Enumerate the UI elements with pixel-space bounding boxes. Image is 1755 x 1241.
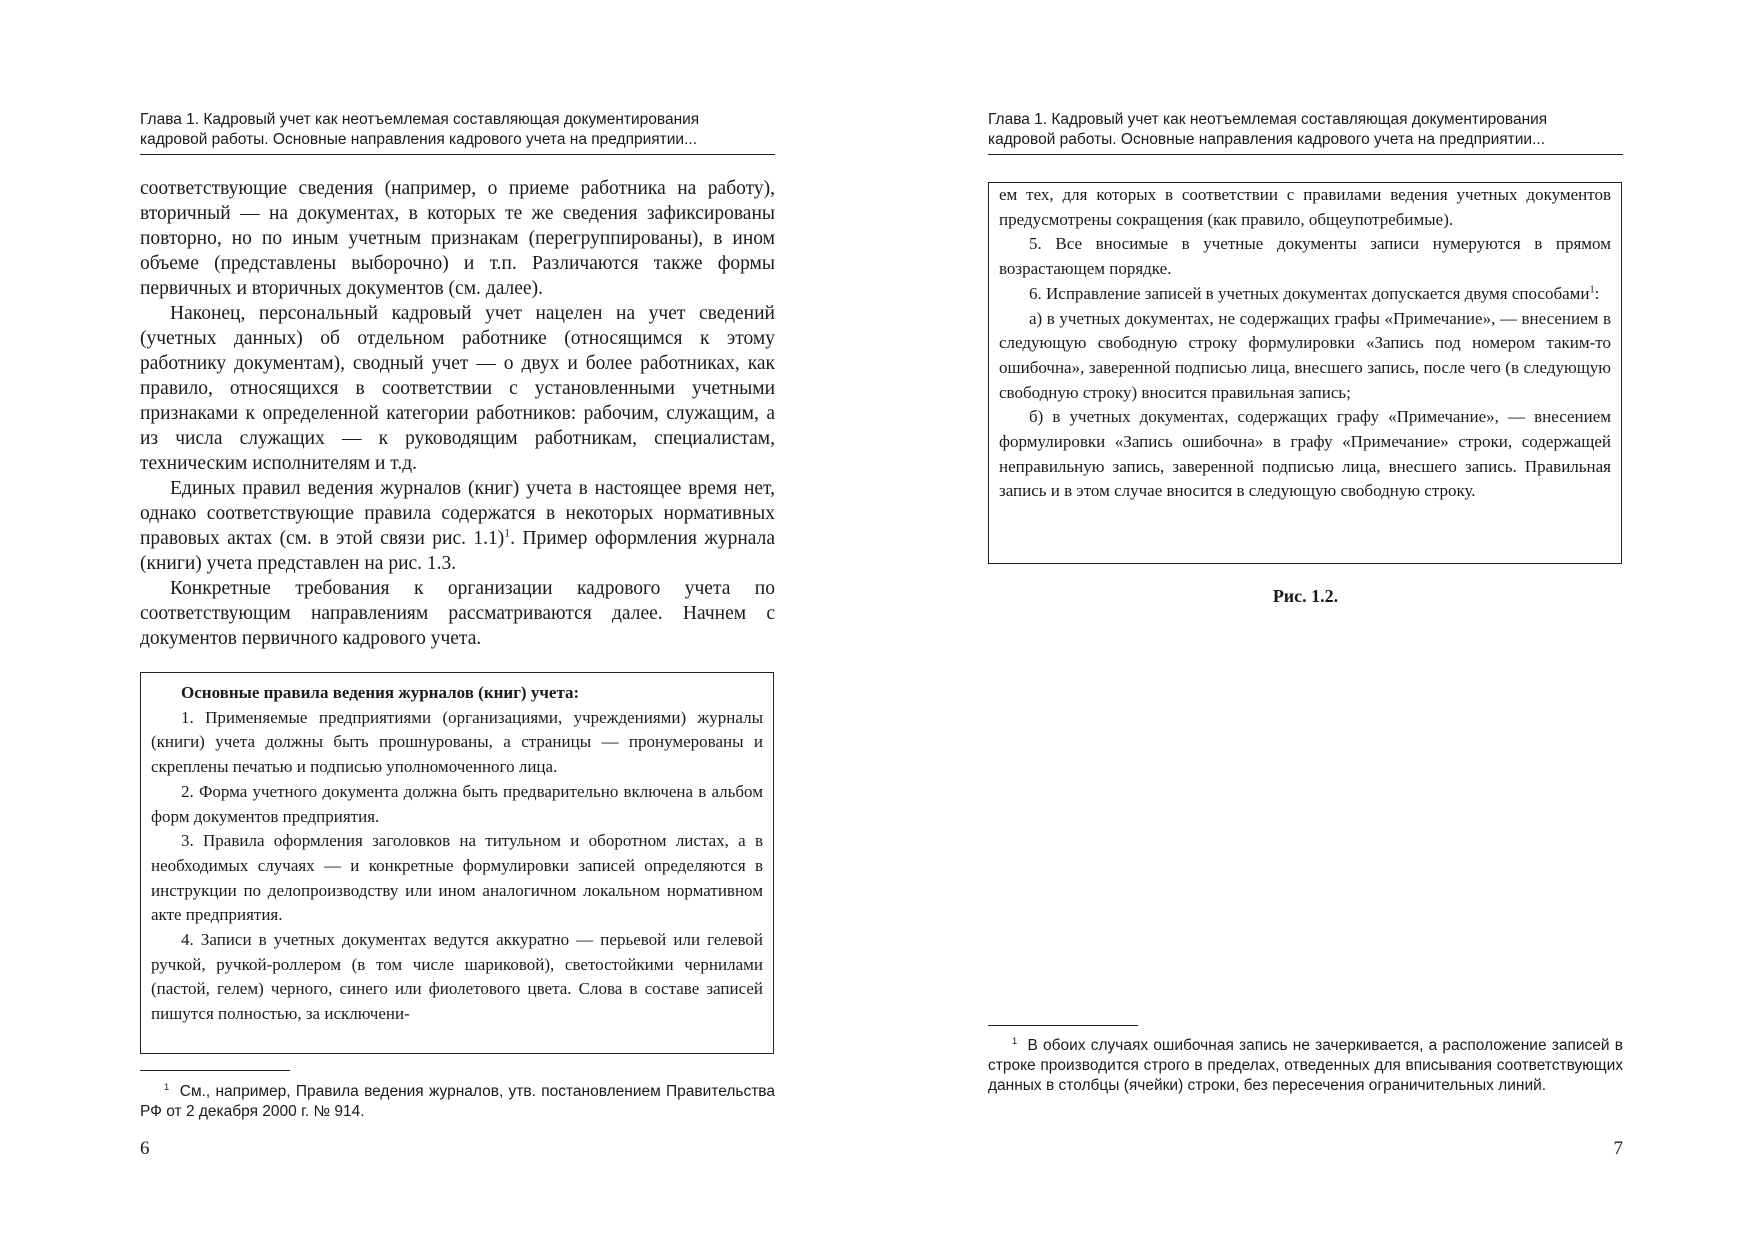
footnote-rule	[140, 1070, 290, 1071]
figure-caption: Рис. 1.2.	[1272, 586, 1339, 606]
paragraph: соответствующие сведения (например, о приеме работника на работу), вторичный — на документах, в которых те же сведения зафиксированы повторно, но по иным учетным признакам (перегруппированы), в ином объеме (представлены выборочно) и т.п. Различаются также формы первичных и вторичных документов (см. далее).	[140, 178, 775, 299]
rule-item: 4. Записи в учетных документах ведутся аккуратно — перьевой или гелевой ручкой, ручкой-роллером (в том числе шариковой), светостойкими чернилами (пастой, гелем) черного, синего или фиолетового цвета. Слова в составе записей пишутся полностью, за исключени-	[151, 930, 763, 1024]
paragraph-text: . Пример оформления журнала (книги) учета представлен на рис. 1.3.	[140, 528, 775, 574]
rule-item: 5. Все вносимые в учетные документы записи нумеруются в прямом возрастающем порядке.	[999, 234, 1611, 279]
running-head-line: Глава 1. Кадровый учет как неотъемлемая составляющая документирования	[140, 111, 700, 128]
rule-subitem: б) в учетных документах, содержащих графу «Примечание», — внесением формулировки «Запись ошибочна» в графу «Примечание» строки, содержащей неправильную запись, заверенной подписью лица, внесшего запись. Правильная запись и в этом случае вносится в следующую свободную строку.	[999, 407, 1611, 501]
footnote	[988, 1036, 1623, 1096]
page-number: 7	[1613, 1138, 1623, 1159]
paragraph-text: Единых правил ведения журналов (книг) учета в настоящее время нет, однако соответствующие правила содержатся в некоторых нормативных правовых актах (см. в этой связи рис. 1.1)	[140, 478, 775, 549]
paragraph: Наконец, персональный кадровый учет нацелен на учет сведений (учетных данных) об отдельном работнике (относящимся к этому работнику документам), сводный учет — о двух и более работниках, как правило, относящихся в соответствии с установленными учетными признаками к определенной категории работников: рабочим, служащим, а из числа служащих — к руководящим работникам, специалистам, техническим исполнителям и т.д.	[140, 303, 775, 474]
paragraph: Конкретные требования к организации кадрового учета по соответствующим направлениям рассматриваются далее. Начнем с документов первичного кадрового учета.	[140, 578, 775, 649]
rule-text: 6. Исправление записей в учетных документах допускается двумя способами	[1029, 283, 1590, 303]
running-head	[140, 110, 775, 155]
rules-box	[140, 672, 774, 1054]
rule-item: 1. Применяемые предприятиями (организациями, учреждениями) журналы (книги) учета должны быть прошнурованы, а страницы — пронумерованы и скреплены печатью и подписью уполномоченного лица.	[151, 707, 763, 777]
rule-item: ем тех, для которых в соответствии с правилами ведения учетных документов предусмотрены сокращения (как правило, общеупотребимые).	[999, 185, 1611, 229]
footnote-mark: 1	[1012, 1035, 1018, 1046]
footnote-rule	[988, 1025, 1138, 1026]
right-page	[988, 0, 1623, 1241]
footnote-text: См., например, Правила ведения журналов, утв. постановлением Правительства РФ от 2 декабря 2000 г. № 914.	[140, 1083, 775, 1120]
box-title: Основные правила ведения журналов (книг) учета:	[181, 683, 580, 702]
footnote	[140, 1082, 775, 1122]
footnote-ref: 1	[1589, 284, 1595, 296]
paragraph	[140, 476, 775, 576]
rule-subitem: а) в учетных документах, не содержащих графы «Примечание», — внесением в следующую свободную строку формулировки «Запись под номером таким-то ошибочна», заверенной подписью лица, внесшего запись, после чего (в следующую свободную строку) вносится правильная запись;	[999, 308, 1611, 402]
left-page	[140, 0, 775, 1241]
running-head-line: Глава 1. Кадровый учет как неотъемлемая составляющая документирования	[988, 111, 1548, 128]
footnote-text: В обоих случаях ошибочная запись не зачеркивается, а расположение записей в строке производится строго в пределах, отведенных для вписывания соответствующих данных в столбцы (ячейки) строки, без пересечения ограничительных линий.	[988, 1037, 1623, 1094]
running-head	[988, 110, 1623, 155]
body-text	[140, 176, 775, 651]
rules-box-continued	[988, 182, 1622, 564]
footnote-mark: 1	[164, 1081, 170, 1092]
running-head-line: кадровой работы. Основные направления кадрового учета на предприятии...	[140, 131, 698, 148]
page-number: 6	[140, 1138, 150, 1159]
rule-text: :	[1594, 283, 1600, 303]
rule-item: 3. Правила оформления заголовков на титульном и оборотном листах, а в необходимых случаях — и конкретные формулировки записей определяются в инструкции по делопроизводству или ином аналогичном локальном нормативном акте предприятия.	[151, 831, 763, 925]
running-head-line: кадровой работы. Основные направления кадрового учета на предприятии...	[988, 131, 1546, 148]
rule-item: 2. Форма учетного документа должна быть предварительно включена в альбом форм документов предприятия.	[151, 781, 763, 826]
rule-item	[999, 282, 1611, 307]
footnote-ref: 1	[504, 526, 511, 540]
